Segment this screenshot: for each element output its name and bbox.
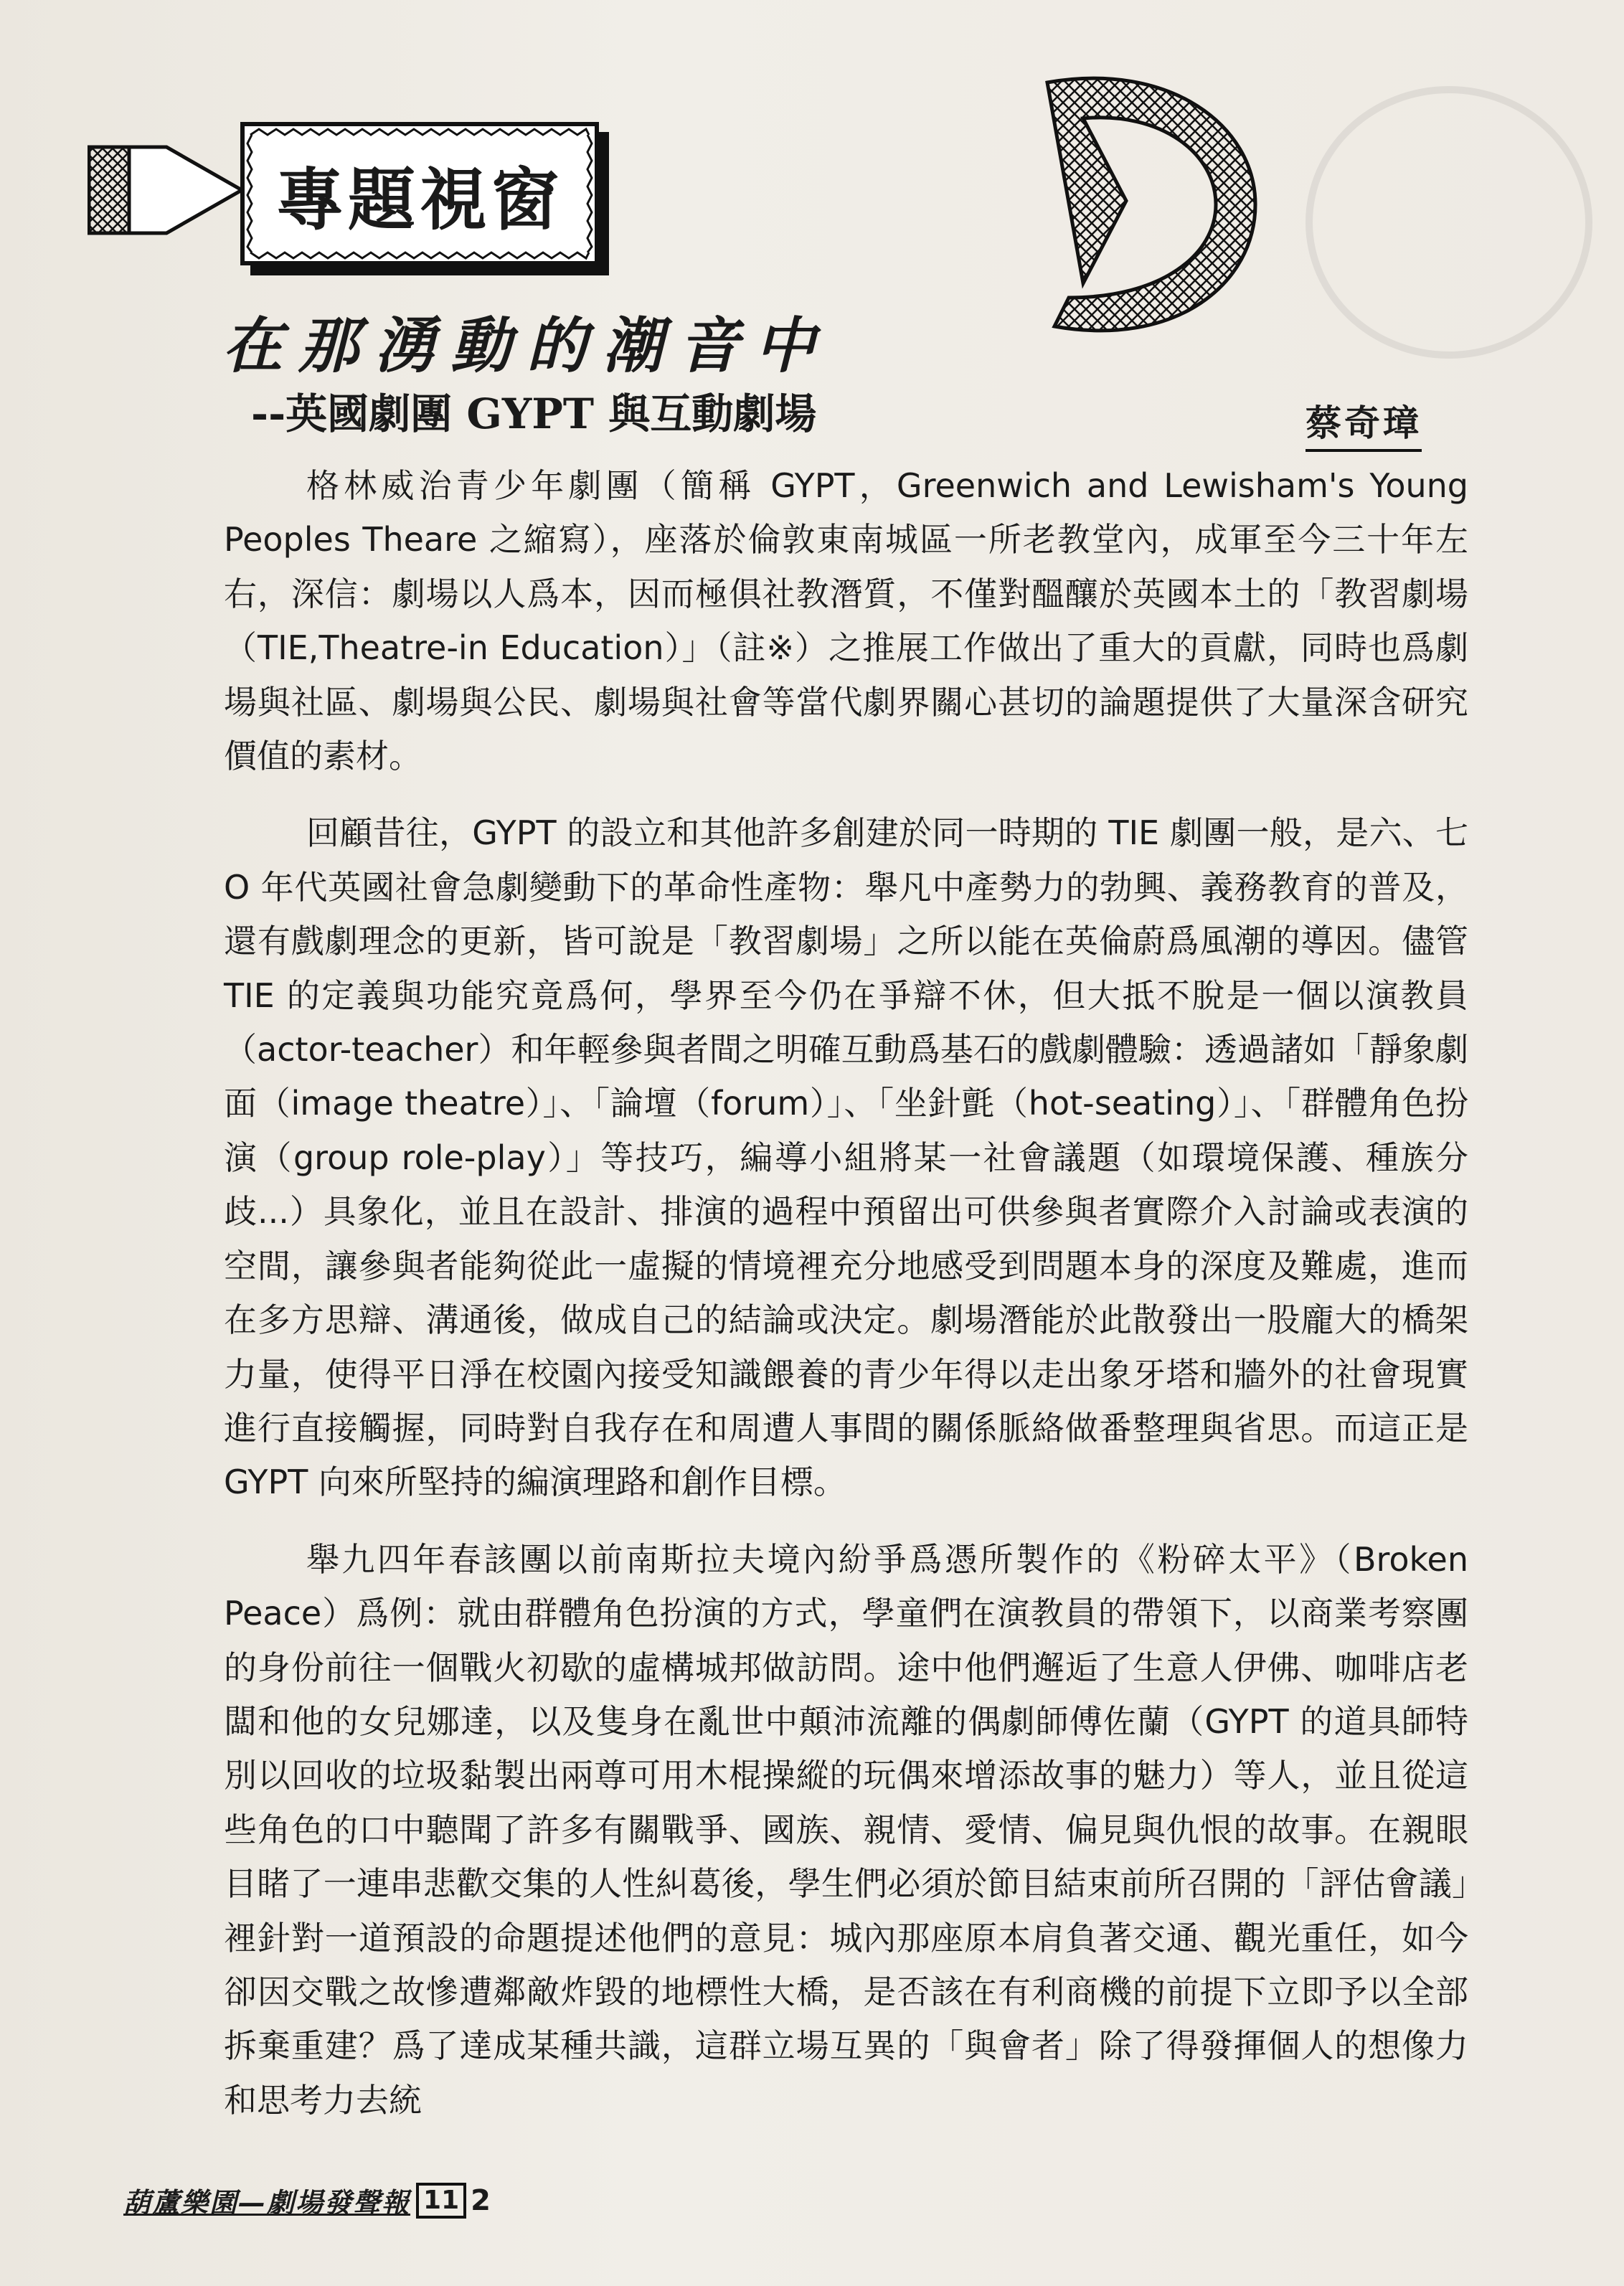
- paragraph: 回顧昔往，GYPT 的設立和其他許多創建於同一時期的 TIE 劇團一般，是六、七 O 年代英國社會急劇變動下的革命性產物：舉凡中產勢力的勃興、義務教育的普及，還有戲劇理念的更新，皆可說是「教習劇場」之所以能在英倫蔚爲風潮的導因。儘管 TIE 的定義與功能究竟爲何，學界至今仍在爭辯不休，但大抵不脫是一個以演教員（actor-teacher）和年輕參與者間之明確互動爲基石的戲劇體驗：透過諸如「靜象劇面（image theatre）」、「論壇（forum）」、「坐針氈（hot-seating）」、「群體角色扮演（group role-play）」等技巧，編導小組將某一社會議題（如環境保護、種族分歧...）具象化，並且在設計、排演的過程中預留出可供參與者實際介入討論或表演的空間，讓參與者能夠從此一虛擬的情境裡充分地感受到問題本身的深度及難處，進而在多方思辯、溝通後，做成自己的結論或決定。劇場潛能於此散發出一股龐大的橋架力量，使得平日淨在校園內接受知識餵養的青少年得以走出象牙塔和牆外的社會現實進行直接觸握，同時對自我存在和周遭人事間的關係脈絡做番整理與省思。而這正是 GYPT 向來所堅持的編演理路和創作目標。: [224, 813, 1468, 1502]
- banner-title: 專題視窗: [275, 160, 563, 240]
- section-banner: [240, 122, 599, 265]
- article-subtitle: --英國劇團 GYPT 與互動劇場: [251, 389, 817, 438]
- publication-name: 葫蘆樂園—劇場發聲報: [123, 2187, 411, 2219]
- article-author: 蔡奇璋: [1306, 395, 1422, 452]
- paragraph: 舉九四年春該團以前南斯拉夫境內紛爭爲憑所製作的《粉碎太平》（Broken Peace）爲例：就由群體角色扮演的方式，學童們在演教員的帶領下，以商業考察團的身份前往一個戰火初歇的虛構城邦做訪問。途中他們邂逅了生意人伊佛、咖啡店老闆和他的女兒娜達，以及隻身在亂世中顛沛流離的偶劇師傅佐蘭（GYPT 的道具師特別以回收的垃圾黏製出兩尊可用木棍操縱的玩偶來增添故事的魅力）等人，並且從這些角色的口中聽聞了許多有關戰爭、國族、親情、愛情、偏見與仇恨的故事。在親眼目睹了一連串悲歡交集的人性糾葛後，學生們必須於節目結束前所召開的「評估會議」裡針對一道預設的命題提述他們的意見：城內那座原本肩負著交通、觀光重任，如今卻因交戰之故慘遭鄰敵炸毀的地標性大橋，是否該在有利商機的前提下立即予以全部拆棄重建？爲了達成某種共識，這群立場互異的「與會者」除了得發揮個人的想像力和思考力去統: [224, 1539, 1468, 2120]
- banner-arrow-icon: [88, 143, 245, 237]
- page-footer: [123, 2181, 491, 2220]
- bleed-through-emblem: [1306, 86, 1592, 359]
- page-number: 2: [471, 2183, 491, 2217]
- issue-number: 11: [416, 2183, 466, 2219]
- article-title: 在那湧動的潮音中: [222, 310, 831, 381]
- article-body: [224, 459, 1468, 2150]
- crescent-ornament-icon: [1040, 68, 1262, 341]
- paragraph: 格林威治青少年劇團（簡稱 GYPT，Greenwich and Lewisham's Young Peoples Theare 之縮寫），座落於倫敦東南城區一所老教堂內，成軍至今三十年左右，深信：劇場以人爲本，因而極俱社教潛質，不僅對醞釀於英國本土的「教習劇場（TIE,Theatre-in Education）」（註※）之推展工作做出了重大的貢獻，同時也爲劇場與社區、劇場與公民、劇場與社會等當代劇界關心甚切的論題提供了大量深含研究價值的素材。: [224, 466, 1468, 776]
